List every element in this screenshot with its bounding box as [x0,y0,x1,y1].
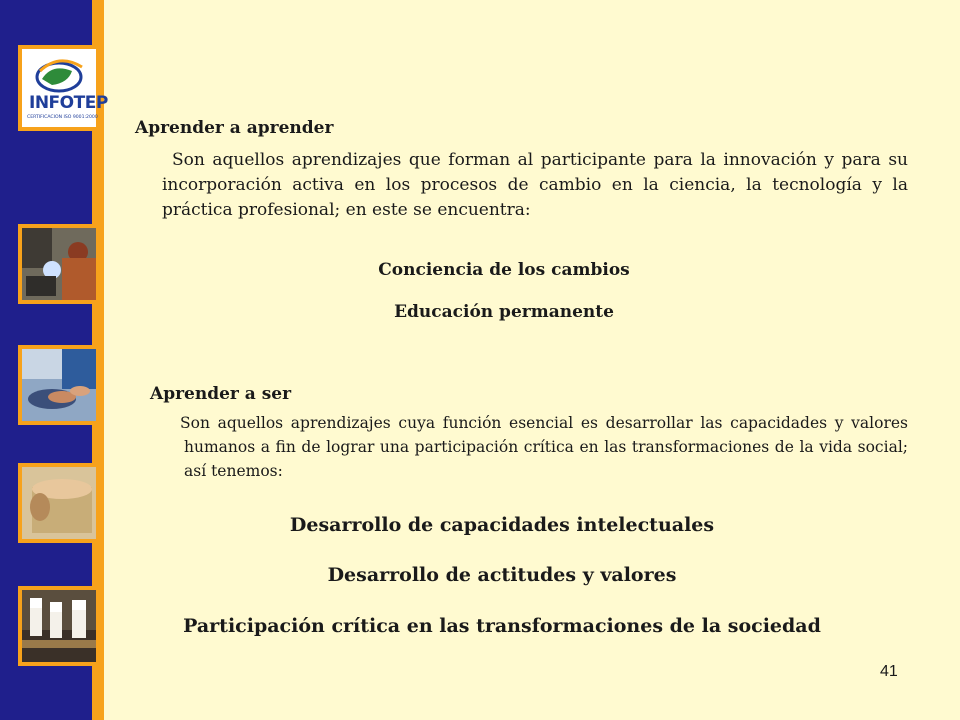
section2-heading: Aprender a ser [150,384,292,404]
photo-hands-working [18,345,100,425]
section2-paragraph: Son aquellos aprendizajes cuya función esencial es desarrollar las capacidades y valores humanos a fin de lograr una participación crítica en las transformaciones de la vida social; así tenemos: [180,414,908,480]
section1-item-educacion: Educación permanente [394,302,614,322]
section2-item-participacion: Participación crítica en las transformaciones de la sociedad [183,615,821,637]
section1-item-conciencia: Conciencia de los cambios [378,260,630,280]
section2-item-actitudes: Desarrollo de actitudes y valores [327,564,677,586]
section2-item-capacidades: Desarrollo de capacidades intelectuales [289,514,715,536]
logo-subtitle: CERTIFICACION ISO 9001:2000 [27,115,98,120]
hands-photo-image [22,349,96,421]
infotep-logo [18,45,108,131]
logo-name: INFOTEP [29,93,108,113]
section1-heading: Aprender a aprender [135,118,334,138]
section1-paragraph: Son aquellos aprendizajes que forman al participante para la innovación y para su incorporación activa en los procesos de cambio en la ciencia, la tecnología y la práctica profesional; en este se encuentra: [162,150,908,220]
page-number: 41 [880,663,898,680]
